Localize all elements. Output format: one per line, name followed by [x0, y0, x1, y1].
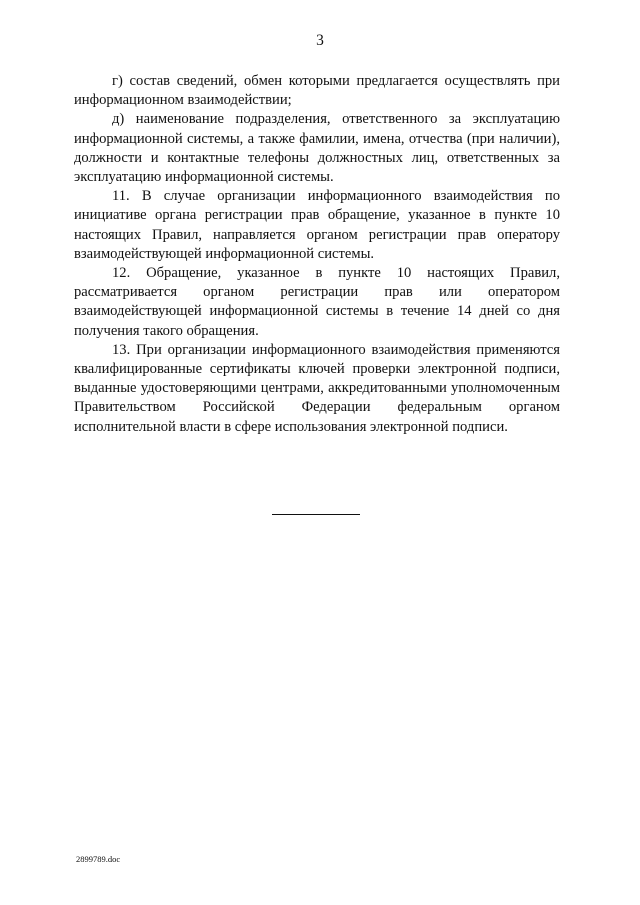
- document-body: [74, 72, 560, 437]
- page-number: 3: [316, 32, 324, 49]
- paragraph-clause-11: 11. В случае организации информационного взаимодействия по инициативе органа регистрации прав обращение, указанное в пункте 10 настоящих Правил, направляется органом регистрации прав оператору взаимодействующей информационной системы.: [74, 188, 560, 262]
- paragraph-item-d: д) наименование подразделения, ответственного за эксплуатацию информационной системы, а также фамилии, имена, отчества (при наличии), должности и контактные телефоны должностных лиц, ответственных за эксплуатацию информационной системы.: [74, 111, 560, 186]
- document-code: 2899789.doc: [76, 854, 121, 864]
- paragraph-clause-13: 13. При организации информационного взаимодействия применяются квалифицированные сертификаты ключей проверки электронной подписи, выданные удостоверяющими центрами, аккредитованными уполномоченным Правительством Российской Федерации федеральным органом исполнительной власти в сфере использования электронной подписи.: [74, 341, 560, 435]
- end-divider: [272, 514, 360, 515]
- paragraph-item-g: г) состав сведений, обмен которыми предлагается осуществлять при информационном взаимодействии;: [74, 73, 560, 109]
- paragraph-clause-12: 12. Обращение, указанное в пункте 10 настоящих Правил, рассматривается органом регистрации прав или оператором взаимодействующей информационной системы в течение 14 дней со дня получения такого обращения.: [74, 265, 560, 339]
